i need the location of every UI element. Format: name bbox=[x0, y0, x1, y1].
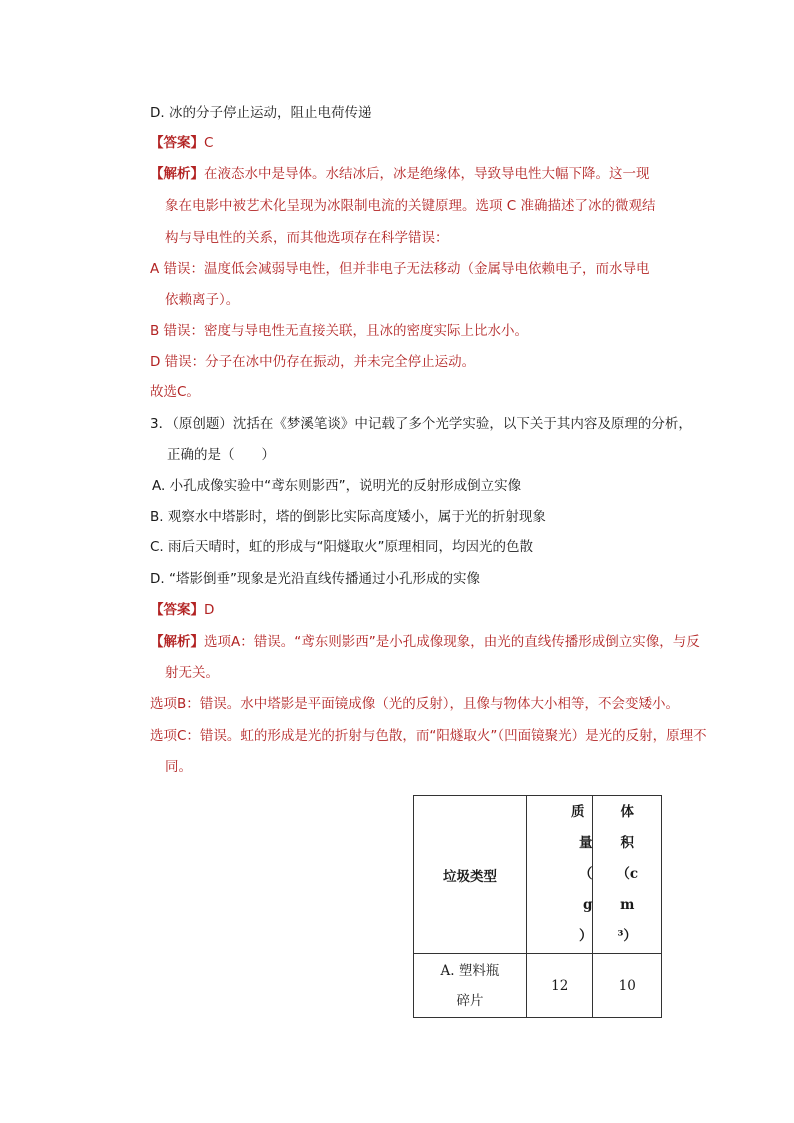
option-d-line: D. 冰的分子停止运动，阻止电荷传递 bbox=[150, 105, 372, 121]
header-mass: 质 量 （ g ） bbox=[526, 796, 593, 954]
analysis-line-5: 依赖离子）。 bbox=[165, 292, 240, 308]
conclusion-line: 故选C。 bbox=[150, 384, 200, 400]
analysis-line-6: B 错误：密度与导电性无直接关联，且冰的密度实际上比水小。 bbox=[150, 323, 529, 339]
answer-tag: 【答案】 bbox=[150, 602, 204, 618]
analysis2-line-4: 选项C：错误。虹的形成是光的折射与色散，而“阳燧取火”（凹面镜聚光）是光的反射，原理不 bbox=[150, 728, 707, 744]
q3-option-c: C. 雨后天晴时，虹的形成与“阳燧取火”原理相同，均因光的色散 bbox=[150, 539, 533, 555]
q3-option-d: D. “塔影倒垂”现象是光沿直线传播通过小孔形成的实像 bbox=[150, 571, 480, 587]
waste-table bbox=[413, 795, 662, 1018]
q3-option-a: A. 小孔成像实验中“鸢东则影西”，说明光的反射形成倒立实像 bbox=[152, 478, 522, 494]
table-header-row bbox=[414, 796, 662, 954]
answer-line-2: 【答案】D bbox=[150, 602, 215, 618]
answer-line-1: 【答案】C bbox=[150, 135, 214, 151]
analysis-tag: 【解析】 bbox=[150, 166, 204, 182]
row-waste-type: A. 塑料瓶 碎片 bbox=[414, 954, 527, 1018]
analysis2-line-5: 同。 bbox=[165, 759, 192, 775]
analysis-line-2: 象在电影中被艺术化呈现为冰限制电流的关键原理。选项 C 准确描述了冰的微观结 bbox=[165, 198, 656, 214]
analysis2-line-2: 射无关。 bbox=[165, 665, 219, 681]
analysis2-line-3: 选项B：错误。水中塔影是平面镜成像（光的反射），且像与物体大小相等，不会变矮小。 bbox=[150, 696, 680, 712]
q3-option-b: B. 观察水中塔影时，塔的倒影比实际高度矮小，属于光的折射现象 bbox=[150, 509, 546, 525]
question-3-stem-cont: 正确的是（ ） bbox=[167, 447, 275, 463]
answer-tag: 【答案】 bbox=[150, 135, 204, 151]
analysis2-line-1: 【解析】选项A：错误。“鸢东则影西”是小孔成像现象，由光的直线传播形成倒立实像，与反 bbox=[150, 634, 700, 650]
header-waste-type: 垃圾类型 bbox=[414, 796, 527, 954]
question-3-stem: 3．（原创题）沈括在《梦溪笔谈》中记载了多个光学实验，以下关于其内容及原理的分析， bbox=[150, 416, 692, 432]
row-volume: 10 bbox=[593, 954, 662, 1018]
table-row bbox=[414, 954, 662, 1018]
analysis-line-1: 【解析】在液态水中是导体。水结冰后，冰是绝缘体，导致导电性大幅下降。这一现 bbox=[150, 166, 650, 182]
analysis-line-4: A 错误：温度低会减弱导电性，但并非电子无法移动（金属导电依赖电子，而水导电 bbox=[150, 261, 650, 277]
header-volume: 体 积 （c m ³） bbox=[593, 796, 662, 954]
row-mass: 12 bbox=[526, 954, 593, 1018]
analysis-tag: 【解析】 bbox=[150, 634, 204, 650]
analysis-line-7: D 错误：分子在冰中仍存在振动，并未完全停止运动。 bbox=[150, 354, 476, 370]
analysis-line-3: 构与导电性的关系，而其他选项存在科学错误： bbox=[165, 230, 449, 246]
